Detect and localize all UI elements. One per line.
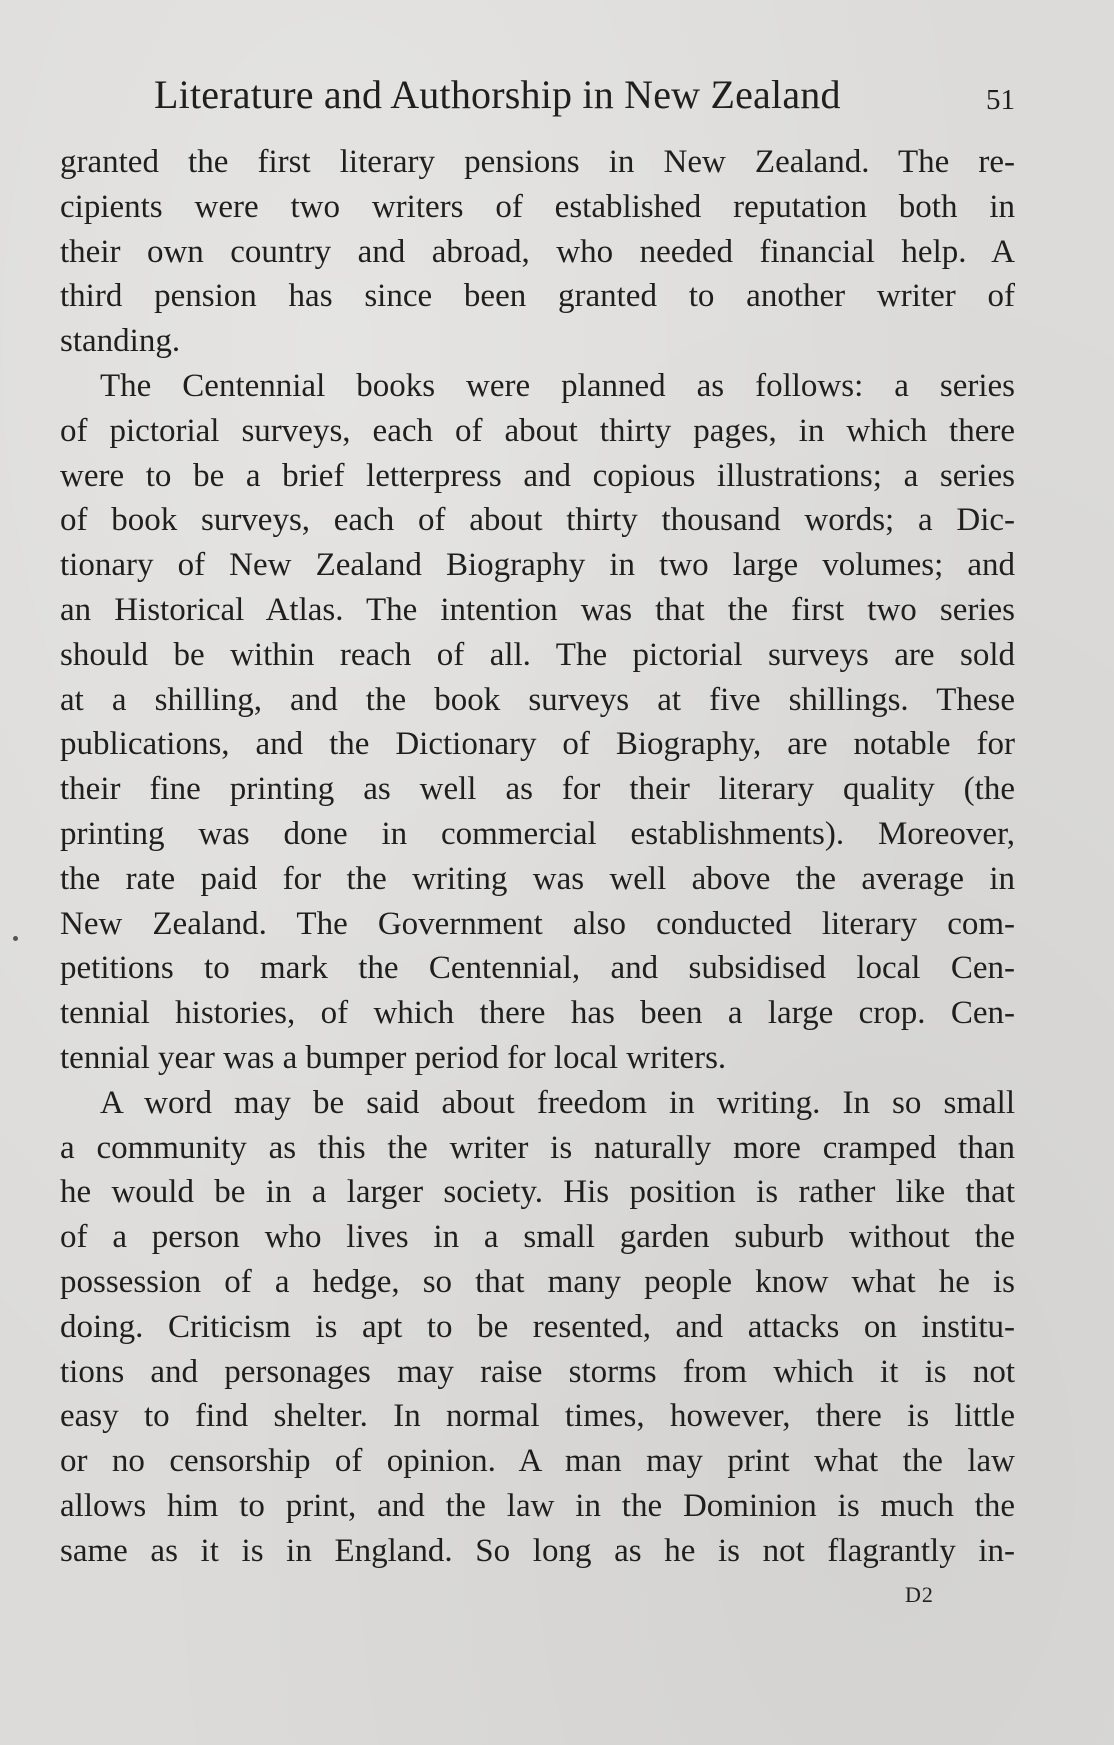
body-text (60, 140, 1015, 1574)
text-line: The Centennial books were planned as follows: a series (100, 367, 1015, 404)
text-line: their fine printing as well as for their literary quality (the (60, 771, 1015, 808)
text-line: same as it is in England. So long as he is not flagrantly in- (60, 1532, 1015, 1569)
text-line: allows him to print, and the law in the Dominion is much the (60, 1487, 1015, 1524)
text-line: publications, and the Dictionary of Biography, are notable for (60, 726, 1015, 763)
text-line: a community as this the writer is naturally more cramped than (60, 1129, 1015, 1166)
signature-mark: D2 (905, 1582, 934, 1607)
running-head (154, 70, 1022, 120)
text-line: standing. (60, 323, 181, 360)
text-line: tions and personages may raise storms from which it is not (60, 1353, 1015, 1390)
paper-speck (13, 936, 18, 941)
text-line: of a person who lives in a small garden suburb without the (60, 1219, 1015, 1256)
text-line: tionary of New Zealand Biography in two large volumes; and (60, 547, 1015, 584)
text-line: doing. Criticism is apt to be resented, and attacks on institu- (60, 1308, 1015, 1345)
text-line: their own country and abroad, who needed financial help. A (60, 233, 1015, 270)
text-line: A word may be said about freedom in writing. In so small (100, 1084, 1015, 1121)
text-line: petitions to mark the Centennial, and subsidised local Cen- (60, 950, 1015, 987)
running-title: Literature and Authorship in New Zealand (154, 72, 841, 117)
page-number: 51 (986, 84, 1015, 116)
text-line: he would be in a larger society. His position is rather like that (60, 1174, 1015, 1211)
text-line: easy to find shelter. In normal times, however, there is little (60, 1398, 1015, 1435)
text-line: the rate paid for the writing was well above the average in (60, 860, 1015, 897)
text-line: should be within reach of all. The pictorial surveys are sold (60, 636, 1015, 673)
text-line: an Historical Atlas. The intention was that the first two series (60, 591, 1015, 628)
text-line: tennial year was a bumper period for local writers. (60, 1039, 727, 1076)
text-line: of book surveys, each of about thirty thousand words; a Dic- (60, 502, 1015, 539)
text-line: New Zealand. The Government also conducted literary com- (60, 905, 1015, 942)
text-line: at a shilling, and the book surveys at five shillings. These (60, 681, 1015, 718)
text-line: were to be a brief letterpress and copious illustrations; a series (60, 457, 1015, 494)
text-line: granted the first literary pensions in New Zealand. The re- (60, 144, 1015, 180)
text-line: of pictorial surveys, each of about thirty pages, in which there (60, 412, 1015, 449)
text-line: printing was done in commercial establishments). Moreover, (60, 815, 1015, 852)
text-line: possession of a hedge, so that many people know what he is (60, 1263, 1015, 1300)
text-line: third pension has since been granted to another writer of (60, 278, 1015, 315)
text-line: tennial histories, of which there has been a large crop. Cen- (60, 995, 1015, 1032)
text-line: cipients were two writers of established reputation both in (60, 188, 1015, 225)
text-line: or no censorship of opinion. A man may print what the law (60, 1443, 1015, 1480)
